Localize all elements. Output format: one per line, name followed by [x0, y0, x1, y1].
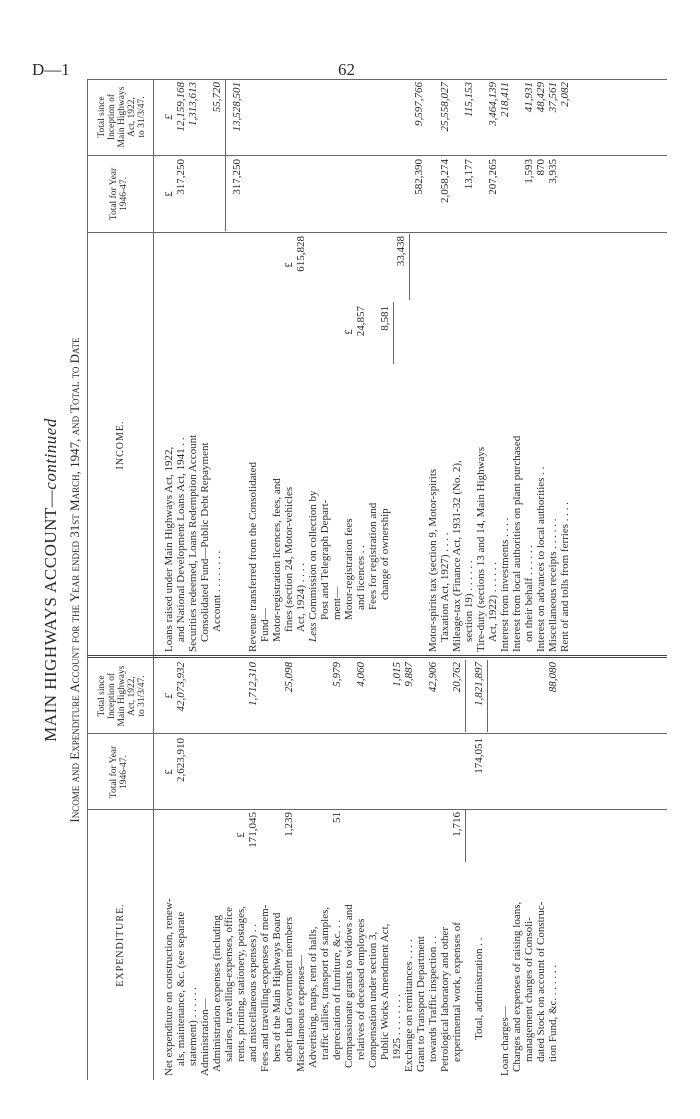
- inc-less-line: ment—: [331, 587, 343, 620]
- col-header-year: Total for Year 1946-47.: [109, 167, 129, 221]
- expenditure-header: EXPENDITURE.: [115, 903, 126, 987]
- currency-mark: £: [343, 329, 355, 335]
- inc-misc-year: 3,935: [547, 159, 559, 184]
- exp-loan-line: management charges of Consoli-: [523, 917, 535, 1062]
- inc-loans-year: 317,250: [175, 159, 187, 195]
- inc-mrf-line: Motor-registration fees: [343, 518, 355, 620]
- exp-admin-line: rents, printing, stationery, postages,: [235, 905, 247, 1062]
- exp-admin-head: Administration—: [199, 998, 211, 1076]
- rotated-table: [37, 80, 677, 1080]
- inc-cf-line: Consolidated Fund—Public Debt Repayment: [199, 442, 211, 642]
- exp-comp-since: 4,060: [355, 662, 367, 687]
- exp-misc-amount: 51: [331, 812, 343, 823]
- exp-grant-line: Grant to Transport Department: [415, 936, 427, 1072]
- exp-admin-line: salaries, travelling-expenses, office: [223, 907, 235, 1062]
- inc-subtotal-since: 13,528,501: [231, 82, 243, 132]
- exp-loan-line: tion Fund, &c. . . . . . .: [547, 964, 559, 1062]
- currency-mark: £: [163, 769, 175, 775]
- inc-ms-line: Motor-spirits tax (section 9, Motor-spirits: [427, 468, 439, 652]
- col-header-since: Total since Inception of Main Highways Act, 1922, to 31/3/47.: [97, 86, 147, 148]
- exp-net-line: als, maintenance, &c. (see separate: [175, 911, 187, 1066]
- exp-admin-line: Administration expenses (including: [211, 914, 223, 1072]
- inc-rev-line: Revenue transferred from the Consolidated: [247, 462, 259, 652]
- exp-fees-amount: 1,239: [283, 812, 295, 837]
- exp-loan-line: dated Stock on account of Construc-: [535, 901, 547, 1062]
- exp-admin-line: and miscellaneous expenses) . .: [247, 923, 259, 1062]
- inc-mrf-amount: 24,857: [355, 306, 367, 337]
- inc-advances-since: 48,429: [535, 82, 547, 113]
- header-rule: [153, 80, 154, 1080]
- inc-cf-line: Account . . . . . . . .: [211, 550, 223, 632]
- exp-fees-line: other than Government members: [283, 916, 295, 1062]
- exp-misc-line: depreciation of furniture, &c. . .: [331, 919, 343, 1060]
- inc-mv-line: Motor-registration licences, fees, and: [271, 478, 283, 642]
- exp-grant-line: towards Traffic inspection . .: [427, 935, 439, 1062]
- col-rule: [87, 809, 667, 810]
- exp-petro-line: Petrological laboratory and other: [439, 926, 451, 1072]
- exp-fees-since: 25,098: [283, 662, 295, 693]
- inc-investments: Interest from investments . . . .: [499, 517, 511, 652]
- exp-net-year: 2,623,910: [175, 738, 187, 782]
- inc-plant-since: 41,931: [523, 82, 535, 113]
- exp-comp-line: Compassionate grants to widows and: [343, 904, 355, 1068]
- page-number: 62: [338, 60, 355, 79]
- inc-ferries-since: 2,082: [559, 82, 571, 107]
- inc-tire-line: Tire-duty (sections 13 and 14, Main Highways: [475, 446, 487, 652]
- inc-tire-line: Act, 1922) . . . . . .: [487, 561, 499, 642]
- inc-mrf-line: and licences . .: [355, 544, 367, 610]
- exp-misc-since: 5,979: [331, 662, 343, 687]
- inc-misc: Miscellaneous receipts . . . . . .: [547, 518, 559, 652]
- col-header-since: Total since Inception of Main Highways Act, 1922, to 31/3/47.: [97, 665, 147, 727]
- exp-comp-line: relatives of deceased employees: [355, 918, 367, 1060]
- inc-investments-since: 218,411: [499, 82, 511, 117]
- exp-admin-since: 1,712,310: [247, 662, 259, 706]
- inc-securities-since: 1,313,613: [187, 82, 199, 126]
- exp-exchange: Exchange on remittances . . . .: [403, 939, 415, 1072]
- inc-ms-line: Taxation Act, 1927) . . . .: [439, 532, 451, 642]
- col-rule: [87, 155, 667, 156]
- exp-petro-since: 20,762: [451, 662, 463, 693]
- exp-misc-line: Advertising, maps, rent of halls,: [307, 926, 319, 1068]
- page-subtitle: Income and Expenditure Account for the Year ended 31st March, 1947, and Total to Date: [67, 337, 82, 823]
- inc-loans-since: 12,159,168: [175, 82, 187, 132]
- exp-net-since: 42,073,932: [175, 662, 187, 712]
- exp-grant-since: 42,906: [427, 662, 439, 693]
- inc-less-line: Less Commission on collection by: [307, 490, 319, 642]
- exp-fees-line: bers of the Main Highways Board: [271, 912, 283, 1062]
- inc-mil-year: 13,177: [463, 159, 475, 190]
- inc-rev-year: 582,390: [413, 159, 425, 195]
- inc-fee-amount: 8,581: [379, 306, 391, 331]
- inc-mil-line: section 19) . . . . . .: [463, 560, 475, 642]
- exp-comp5-since: 1,015: [391, 662, 403, 687]
- inc-mv-amount: 615,828: [295, 236, 307, 272]
- subtotal-rule: [465, 660, 466, 732]
- inc-rev-line: Fund—: [259, 608, 271, 642]
- income-header: INCOME.: [115, 420, 126, 470]
- exp-misc-head: Miscellaneous expenses—: [295, 955, 307, 1072]
- inc-loans-line: and National Development Loans Act, 1941 . .: [175, 437, 187, 642]
- exp-net-line: Net expenditure on construction, renew-: [163, 898, 175, 1076]
- total-rule: [487, 660, 488, 732]
- inc-subtotal-year: 317,250: [231, 159, 243, 195]
- exp-comp-line: Public Works Amendment Act,: [379, 923, 391, 1060]
- inc-mv-line: fines (section 24, Motor-vehicles: [283, 486, 295, 632]
- currency-mark: £: [235, 832, 247, 838]
- currency-mark: £: [283, 262, 295, 268]
- inc-fee-line: change of ownership: [379, 508, 391, 600]
- currency-mark: £: [163, 114, 175, 120]
- col-rule: [87, 232, 667, 233]
- inc-rev-since: 9,597,766: [413, 82, 425, 126]
- inc-ms-year: 2,058,274: [439, 159, 451, 203]
- inc-less-line: Post and Telegraph Depart-: [319, 499, 331, 620]
- inc-mil-since: 115,153: [463, 82, 475, 117]
- inc-ms-since: 25,558,027: [439, 82, 451, 132]
- exp-net-line: statement) . . . . . .: [187, 987, 199, 1066]
- subtotal-rule: [409, 234, 410, 300]
- inc-tire-year: 207,265: [487, 159, 499, 195]
- inc-advances-year: 870: [535, 159, 547, 176]
- inc-plant-year: 1,593: [523, 159, 535, 184]
- inc-ferries: Rent of and tolls from ferries . . . .: [559, 502, 571, 652]
- exp-loan-line: Charges and expenses of raising loans,: [511, 901, 523, 1072]
- center-divider: [87, 655, 667, 658]
- inc-advances: Interest on advances to local authorities . .: [535, 466, 547, 652]
- inc-securities-line: Securities redeemed, Loans Redemption Account: [187, 434, 199, 652]
- exp-exchange-since: 9,887: [403, 662, 415, 687]
- exp-comp-line: 1925 . . . . . . . .: [391, 994, 403, 1060]
- page-marker: D—1: [32, 60, 70, 79]
- inc-mv-line: Act, 1924) . . . .: [295, 562, 307, 632]
- exp-comp-line: Compensation under section 3,: [367, 931, 379, 1068]
- exp-total-admin-year: 174,051: [473, 738, 485, 774]
- exp-petro-amount: 1,716: [451, 812, 463, 837]
- exp-total-admin: Total, administration . .: [473, 937, 485, 1040]
- col-header-year: Total for Year 1946-47.: [109, 745, 129, 799]
- page-title: MAIN HIGHWAYS ACCOUNT—continued: [41, 418, 60, 742]
- subtotal-rule: [393, 302, 394, 364]
- exp-total-admin-since: 1,821,897: [473, 662, 485, 706]
- inc-loans-line: Loans raised under Main Highways Act, 1922,: [163, 446, 175, 652]
- exp-loan-since: 88,080: [547, 662, 559, 693]
- exp-petro-line: experimental work, expenses of: [451, 922, 463, 1062]
- inc-fee-line: Fees for registration and: [367, 502, 379, 610]
- exp-fees-line: Fees and travelling-expenses of mem-: [259, 904, 271, 1072]
- inc-misc-since: 37,561: [547, 82, 559, 113]
- exp-misc-line: traffic tallies, transport of samples,: [319, 906, 331, 1060]
- subtotal-rule: [465, 810, 466, 862]
- inc-plant-line: Interest from local authorities on plant purchased: [511, 435, 523, 652]
- inc-plant-line: on their behalf . . . . . .: [523, 544, 535, 642]
- currency-mark: £: [163, 693, 175, 699]
- currency-mark: £: [163, 191, 175, 197]
- subtotal-rule: [225, 80, 226, 231]
- exp-admin-amount: 171,045: [247, 812, 259, 848]
- inc-cf-since: 55,720: [211, 82, 223, 113]
- col-rule: [87, 733, 667, 734]
- exp-loan-head: Loan charges—: [499, 1006, 511, 1076]
- inc-tire-since: 3,464,139: [487, 82, 499, 126]
- inc-less-total: 33,438: [395, 236, 407, 267]
- table-top-rule: [87, 80, 88, 1080]
- inc-mil-line: Mileage-tax (Finance Act, 1931-32 (No. 2),: [451, 460, 463, 652]
